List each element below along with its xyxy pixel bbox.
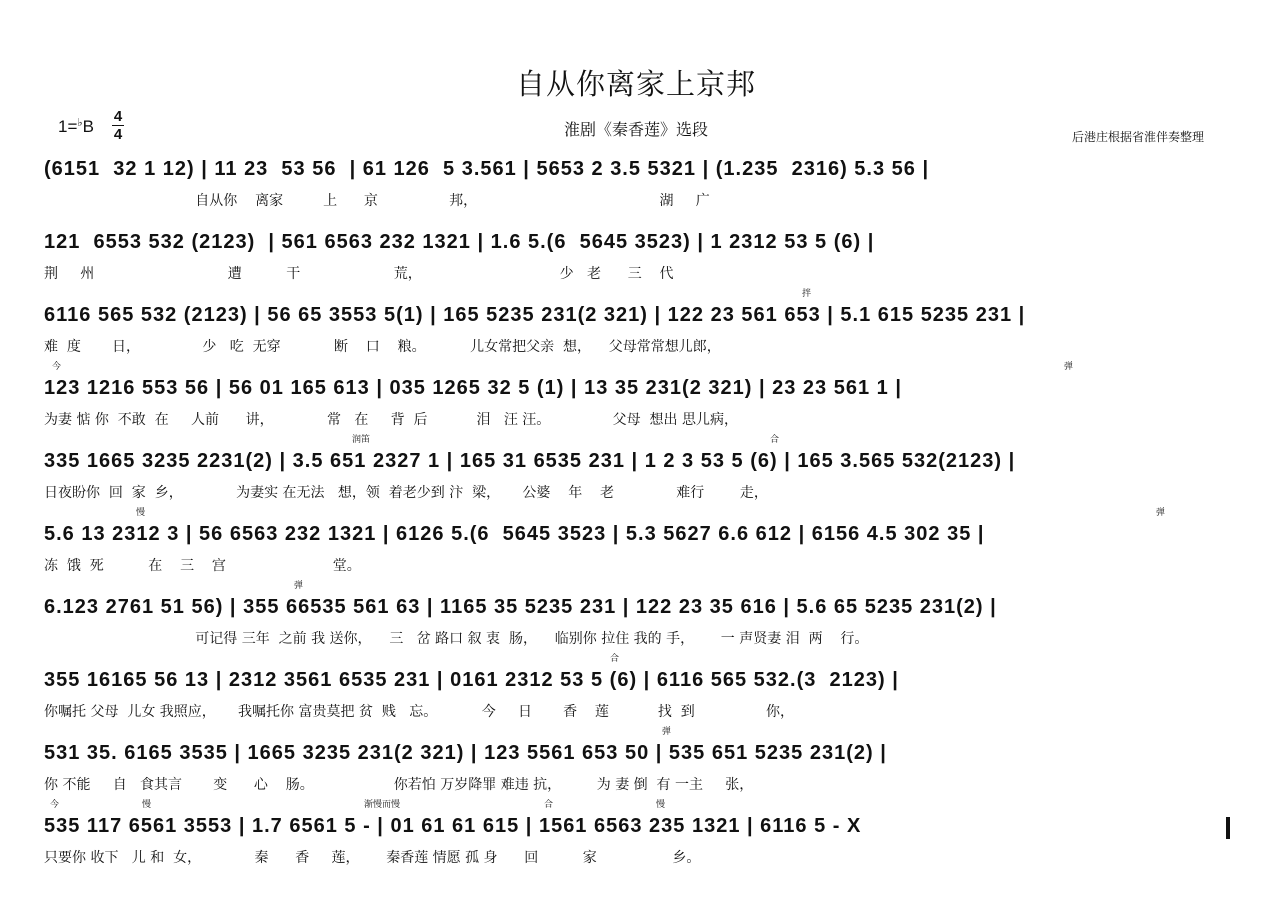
score-line <box>44 654 1232 741</box>
score-line <box>44 800 1232 887</box>
performance-mark: 润笛 <box>352 435 371 445</box>
performance-mark: 弹 <box>662 727 672 737</box>
lyric-line: 冻 饿 死 在 三 宫 堂。 <box>44 558 361 574</box>
score-line <box>44 150 1232 230</box>
score-line <box>44 727 1232 814</box>
score-line <box>44 289 1232 376</box>
performance-mark: 弹 <box>1156 508 1166 518</box>
notation-line: 355 16165 56 13 | 2312 3561 6535 231 | 0161 2312 53 5 (6) | 6116 565 532.(3 2123) | <box>44 669 899 691</box>
performance-mark: 今 <box>52 362 62 372</box>
notation-line: (6151 32 1 12) | 11 23 53 56 | 61 126 5 3.561 | 5653 2 3.5 5321 | (1.235 2316) 5.3 56 | <box>44 158 930 180</box>
performance-mark: 拌 <box>802 289 812 299</box>
notation-line: 121 6553 532 (2123) | 561 6563 232 1321 | 1.6 5.(6 5645 3523) | 1 2312 53 5 (6) | <box>44 231 875 253</box>
meter-top: 4 <box>113 108 123 125</box>
notation-line: 531 35. 6165 3535 | 1665 3235 231(2 321) | 123 5561 653 50 | 535 651 5235 231(2) | <box>44 742 887 764</box>
score-line <box>44 223 1232 303</box>
subtitle: 淮剧《秦香莲》选段 <box>563 120 708 139</box>
meter-bottom: 4 <box>113 126 123 143</box>
notation-line: 5.6 13 2312 3 | 56 6563 232 1321 | 6126 5.(6 5645 3523 | 5.3 5627 6.6 612 | 6156 4.5 302 35 | <box>44 523 985 545</box>
score-line <box>44 581 1232 668</box>
performance-mark: 慢 <box>136 508 146 518</box>
performance-mark: 今 <box>50 800 60 810</box>
notation-line: 123 1216 553 56 | 56 01 165 613 | 035 1265 32 5 (1) | 13 35 231(2 321) | 23 23 561 1 | <box>44 377 902 399</box>
lyric-line: 可记得 三年 之前 我 送你， 三 岔 路口 叙 衷 肠， 临别你 拉住 我的 手， 一 声贤妻 泪 两 行。 <box>44 631 869 647</box>
notation-line: 335 1665 3235 2231(2) | 3.5 651 2327 1 | 165 31 6535 231 | 1 2 3 53 5 (6) | 165 3.565 532(2123) | <box>44 450 1016 472</box>
performance-mark: 弹 <box>1064 362 1074 372</box>
lyric-line: 你 不能 自 食其言 变 心 肠。 你若怕 万岁降罪 难违 抗， 为 妻 倒 有 一主 张， <box>44 777 754 793</box>
lyric-line: 自从你 离家 上 京 邦， 湖 广 <box>44 193 710 209</box>
lyric-line: 难 度 日， 少 吃 无穿 断 口 粮。 儿女常把父亲 想， 父母常常想儿郎， <box>44 339 721 355</box>
lyric-line: 为妻 惦 你 不敢 在 人前 讲， 常 在 背 后 泪 汪 汪。 父母 想出 思儿病， <box>44 412 738 428</box>
credit-line: 后港庄根据省淮伴奏整理 <box>1072 130 1205 144</box>
performance-mark: 慢 <box>656 800 666 810</box>
score-line <box>44 508 1232 595</box>
notation-line: 6.123 2761 51 56) | 355 66535 561 63 | 1165 35 5235 231 | 122 23 35 616 | 5.6 65 5235 231(2) | <box>44 596 997 618</box>
score-line <box>44 362 1232 449</box>
performance-mark: 渐慢而慢 <box>364 800 401 810</box>
performance-mark: 合 <box>544 800 554 810</box>
key-note: B <box>82 117 94 136</box>
score-line <box>44 435 1232 522</box>
flat-sign: ♭ <box>77 117 83 129</box>
lyric-line: 荆 州 遭 干 荒， 少 老 三 代 <box>44 266 674 282</box>
final-barline <box>1224 817 1230 839</box>
performance-mark: 弹 <box>294 581 304 591</box>
performance-mark: 合 <box>610 654 620 664</box>
lyric-line: 你嘱托 父母 儿女 我照应， 我嘱托你 富贵莫把 贫 贱 忘。 今 日 香 莲 找 到 你， <box>44 704 794 720</box>
page-title: 自从你离家上京邦 <box>515 67 756 101</box>
lyric-line: 只要你 收下 儿 和 女， 秦 香 莲， 秦香莲 情愿 孤 身 回 家 乡。 <box>44 850 701 866</box>
performance-mark: 慢 <box>142 800 152 810</box>
notation-line: 6116 565 532 (2123) | 56 65 3553 5(1) | 165 5235 231(2 321) | 122 23 561 653 | 5.1 615 5235 231 | <box>44 304 1026 326</box>
performance-mark: 合 <box>770 435 780 445</box>
key-prefix: 1= <box>58 117 78 136</box>
lyric-line: 日夜盼你 回 家 乡， 为妻实 在无法 想，领 着老少到 汴 梁， 公婆 年 老 难行 走， <box>44 485 768 501</box>
notation-line: 535 117 6561 3553 | 1.7 6561 5 - | 01 61 61 615 | 1561 6563 235 1321 | 6116 5 - X <box>44 815 862 837</box>
